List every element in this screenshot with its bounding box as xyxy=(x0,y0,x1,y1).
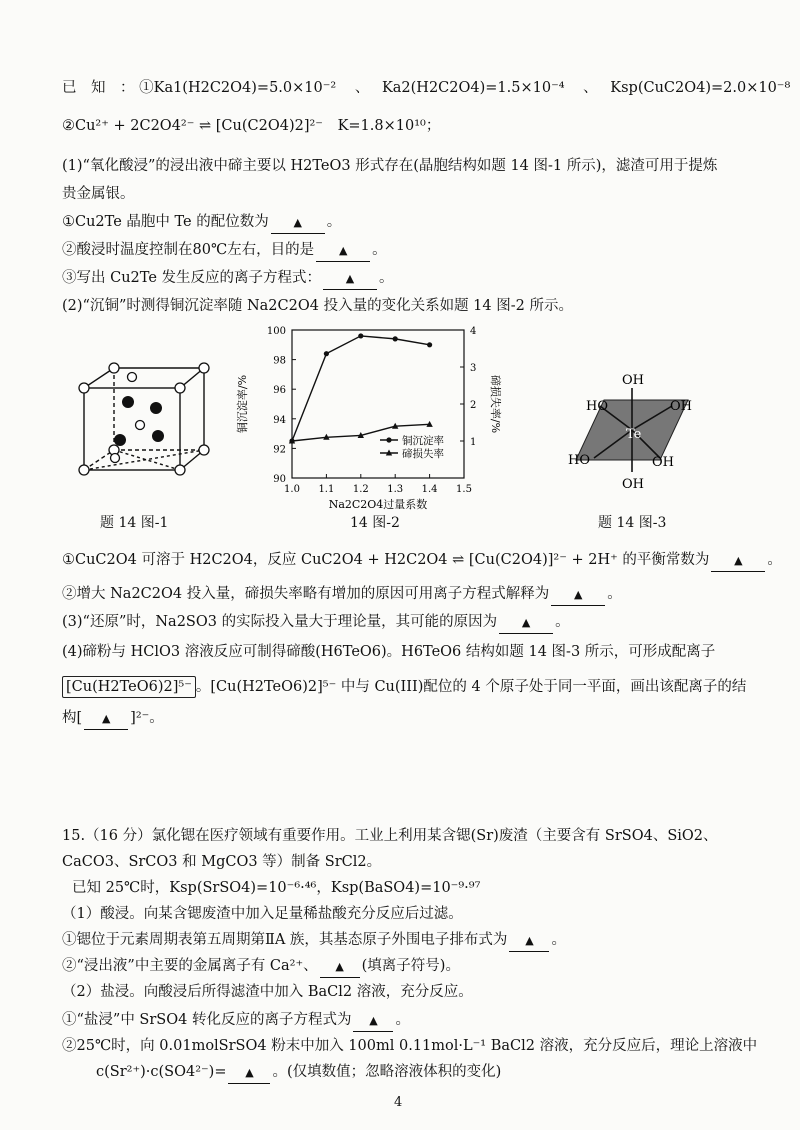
x-tick-label: 1.2 xyxy=(352,484,369,495)
page-number: 4 xyxy=(394,1095,403,1110)
oh-bottom: OH xyxy=(622,477,644,490)
y2-tick-label: 1 xyxy=(470,437,477,448)
q1-intro: (1)“氧化酸浸”的浸出液中碲主要以 H2TeO3 形式存在(晶胞结构如题 14 图-1 所示)，滤渣可用于提炼 xyxy=(62,158,718,174)
y-tick-label: 98 xyxy=(273,355,286,367)
y-tick-label: 92 xyxy=(273,444,286,456)
x-tick-label: 1.1 xyxy=(318,484,335,495)
y-tick-label: 90 xyxy=(273,474,286,485)
y2-tick-label: 2 xyxy=(470,400,477,411)
known-equilibrium: ②Cu²⁺ + 2C2O4²⁻ ⇌ [Cu(C2O4)2]²⁻ K=1.8×10¹⁰； xyxy=(62,118,441,134)
known-constants: 已 知 ： ①Ka1(H2C2O4)=5.0×10⁻² 、 Ka2(H2C2O4)=1.5×10⁻⁴ 、 Ksp(CuC2O4)=2.0×10⁻⁸ xyxy=(62,80,791,96)
legend-label: 碲损失率 xyxy=(402,448,444,460)
q2-a: ①CuC2O4 可溶于 H2C2O4，反应 CuC2O4 + H2C2O4 ⇌ [Cu(C2O4)]²⁻ + 2H⁺ 的平衡常数为 ▲ 。 xyxy=(62,550,782,572)
q4-line2: [Cu(H2TeO6)2]⁵⁻ 。[Cu(H2TeO6)2]⁵⁻ 中与 Cu(III)配位的 4 个原子处于同一平面，画出该配离子的结 xyxy=(62,676,746,698)
q15-2c: c(Sr²⁺)·c(SO4²⁻)= ▲ 。(仅填数值；忽略溶液体积的变化) xyxy=(96,1062,501,1084)
q1-a: ①Cu2Te 晶胞中 Te 的配位数为 ▲ 。 xyxy=(62,212,341,234)
fig3-caption: 题 14 图-3 xyxy=(598,515,667,531)
unit-cell-figure xyxy=(70,360,220,480)
precipitation-chart xyxy=(222,318,502,518)
y-tick-label: 96 xyxy=(273,385,286,397)
q4-line1: (4)碲粉与 HClO3 溶液反应可制得碲酸(H6TeO6)。H6TeO6 结构如题 14 图-3 所示，可形成配离子 xyxy=(62,644,716,660)
x-tick-label: 1.3 xyxy=(387,484,404,495)
data-point xyxy=(427,342,432,347)
oh-right-lower: OH xyxy=(652,455,674,470)
q15-part2: （2）盐浸。向酸浸后所得滤渣中加入 BaCl2 溶液，充分反应。 xyxy=(62,984,473,1000)
y-tick-label: 94 xyxy=(273,414,286,426)
data-point xyxy=(324,351,329,356)
q2-intro: (2)“沉铜”时测得铜沉淀率随 Na2C2O4 投入量的变化关系如题 14 图-2 所示。 xyxy=(62,298,573,314)
q15-1a: ①锶位于元素周期表第五周期第ⅡA 族，其基态原子外围电子排布式为 ▲ 。 xyxy=(62,930,566,952)
q1-c: ③写出 Cu2Te 发生反应的离子方程式： ▲ 。 xyxy=(62,268,394,290)
y-axis-label: 铜沉淀率/% xyxy=(236,374,249,434)
q15-head-cont: CaCO3、SrCO3 和 MgCO3 等）制备 SrCl2。 xyxy=(62,854,382,870)
x-axis-label: Na2C2O4过量系数 xyxy=(328,498,428,511)
te-atom: Te xyxy=(626,427,642,442)
data-point xyxy=(358,333,363,338)
q4-line3: 构[ ▲ ]²⁻。 xyxy=(62,708,164,730)
telluric-acid-structure xyxy=(560,360,710,490)
q1-b: ②酸浸时温度控制在80℃左右，目的是 ▲ 。 xyxy=(62,240,387,262)
q15-part1: （1）酸浸。向某含锶废渣中加入足量稀盐酸充分反应后过滤。 xyxy=(62,906,463,922)
x-tick-label: 1.5 xyxy=(456,484,472,495)
fig2-caption: 14 图-2 xyxy=(350,515,400,531)
legend-marker xyxy=(386,437,391,442)
fig1-caption: 题 14 图-1 xyxy=(100,515,169,531)
y2-tick-label: 3 xyxy=(470,363,477,374)
q15-2a: ①“盐浸”中 SrSO4 转化反应的离子方程式为 ▲ 。 xyxy=(62,1010,410,1032)
q1-intro-cont: 贵金属银。 xyxy=(62,186,135,202)
x-tick-label: 1.0 xyxy=(284,484,300,495)
x-tick-label: 1.4 xyxy=(421,484,438,495)
data-point xyxy=(393,336,398,341)
q15-head: 15.（16 分）氯化锶在医疗领域有重要作用。工业上利用某含锶(Sr)废渣（主要含有 SrSO4、SiO2、 xyxy=(62,828,718,844)
y2-axis-label: 碲损失率/% xyxy=(489,374,502,434)
q15-1b: ②“浸出液”中主要的金属离子有 Ca²⁺、 ▲ (填离子符号)。 xyxy=(62,956,460,978)
legend-label: 铜沉淀率 xyxy=(402,435,444,447)
ho-left-upper: HO xyxy=(586,399,608,414)
oh-right-upper: OH xyxy=(670,399,692,414)
y2-tick-label: 4 xyxy=(470,326,477,337)
q3: (3)“还原”时，Na2SO3 的实际投入量大于理论量，其可能的原因为 ▲ 。 xyxy=(62,612,570,634)
q15-2b: ②25℃时，向 0.01molSrSO4 粉末中加入 100ml 0.11mol·L⁻¹ BaCl2 溶液，充分反应后，理论上溶液中 xyxy=(62,1038,758,1054)
ho-left-lower: HO xyxy=(568,453,590,468)
y-tick-label: 100 xyxy=(266,326,286,337)
q2-b: ②增大 Na2C2O4 投入量，碲损失率略有增加的原因可用离子方程式解释为 ▲ 。 xyxy=(62,584,622,606)
q15-known: 已知 25℃时，Ksp(SrSO4)=10⁻⁶·⁴⁶，Ksp(BaSO4)=10⁻⁹·⁹⁷ xyxy=(72,880,481,896)
oh-top: OH xyxy=(622,373,644,388)
